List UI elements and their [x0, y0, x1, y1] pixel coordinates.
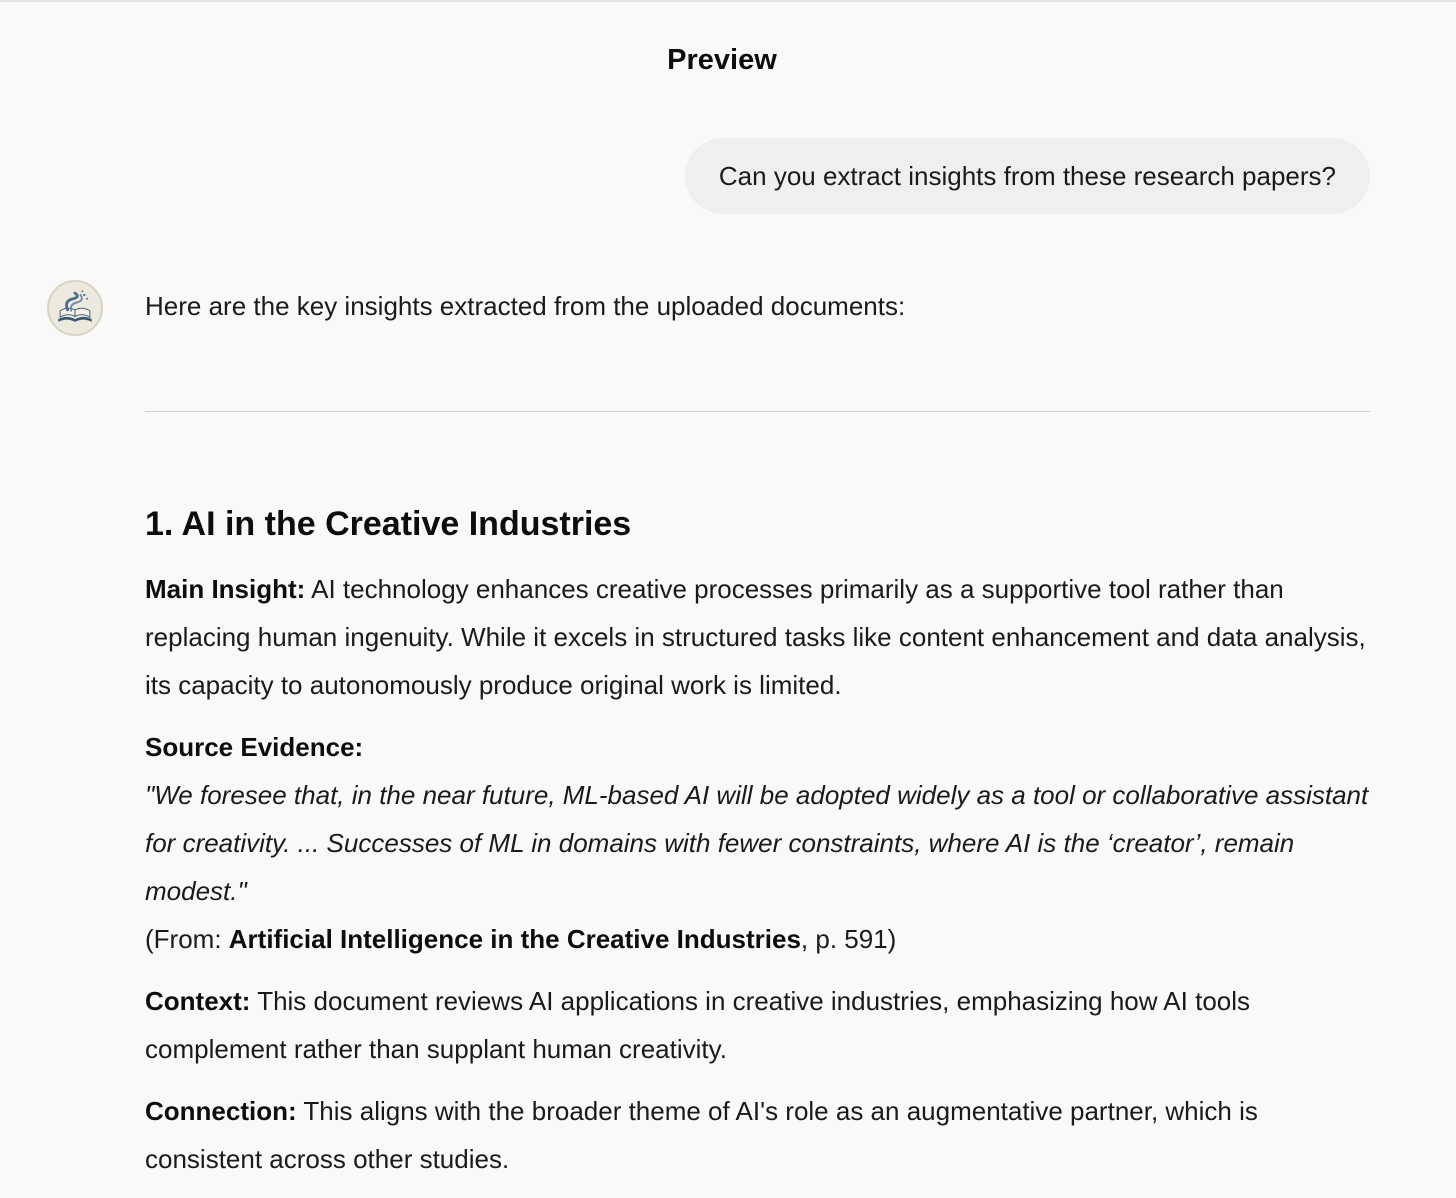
citation-prefix: (From:	[145, 924, 229, 954]
divider	[145, 411, 1370, 412]
book-logo-icon	[47, 280, 103, 336]
avatar-book-svg	[49, 282, 101, 334]
main-insight-text: AI technology enhances creative processes primarily as a supportive tool rather than replacing human ingenuity. While it excels in structured tasks like content enhancement and data analysis, its capacity to autonomously produce original work is limited.	[145, 574, 1366, 700]
source-quote: "We foresee that, in the near future, ML-based AI will be adopted widely as a tool or collaborative assistant for creativity. ... Successes of ML in domains with fewer constraints, where AI is the ‘creator’, remain modest."	[145, 780, 1369, 906]
assistant-message	[145, 286, 1370, 326]
citation-suffix: , p. 591)	[800, 924, 897, 954]
source-evidence-label: Source Evidence:	[145, 732, 364, 762]
connection-label: Connection:	[145, 1096, 297, 1126]
source-evidence-paragraph	[145, 723, 1370, 963]
section-heading: 1. AI in the Creative Industries	[145, 505, 632, 543]
connection-text: This aligns with the broader theme of AI's role as an augmentative partner, which is consistent across other studies.	[145, 1096, 1258, 1174]
citation-title: Artificial Intelligence in the Creative Industries	[228, 924, 801, 954]
context-text: This document reviews AI applications in creative industries, emphasizing how AI tools complement rather than supplant human creativity.	[145, 986, 1251, 1064]
page-title: Preview	[667, 44, 777, 76]
user-message-text: Can you extract insights from these research papers?	[718, 160, 1336, 191]
main-insight-paragraph	[145, 565, 1370, 709]
assistant-intro-text: Here are the key insights extracted from the uploaded documents:	[145, 291, 906, 321]
connection-paragraph	[145, 1087, 1370, 1183]
context-paragraph	[145, 977, 1370, 1073]
user-message-bubble	[685, 138, 1370, 214]
insight-section	[145, 500, 1370, 1197]
main-insight-label: Main Insight:	[145, 574, 306, 604]
context-label: Context:	[145, 986, 251, 1016]
